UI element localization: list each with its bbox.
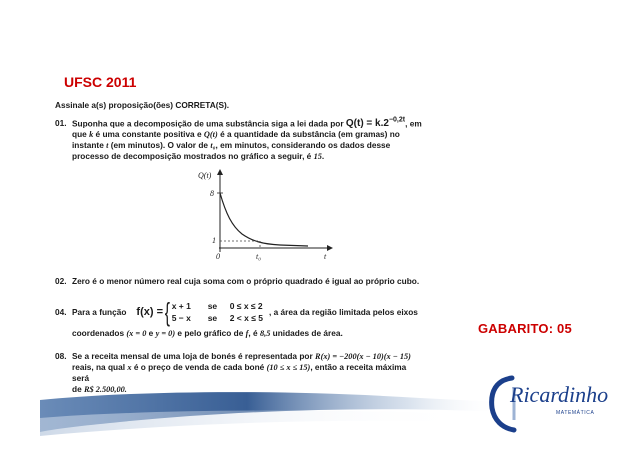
logo-name: Ricardinho	[510, 382, 609, 407]
q02-number: 02.	[55, 276, 67, 286]
q04-brace: {	[164, 297, 170, 327]
decay-curve	[220, 193, 308, 246]
q04-number: 04.	[55, 306, 67, 317]
q08-line-4: de R$ 2.500,00.	[72, 384, 127, 394]
y-tick-1: 1	[212, 236, 216, 245]
q01-line-2: que k é uma constante positiva e Q(t) é a quantidade da substância (em gramas) no	[72, 129, 400, 140]
q08-formula: R(x) = −200(x − 10)(x − 15)	[315, 352, 411, 361]
q08-line-3: será	[72, 373, 90, 383]
q01-line-4: processo de decomposição mostrados no gráfico a seguir, é 15.	[72, 151, 325, 162]
q01-number: 01.	[55, 118, 67, 129]
y-axis-label: Q(t)	[198, 171, 212, 180]
q04-fx: f(x) =	[136, 305, 164, 318]
q08-line-1: 08. Se a receita mensal de uma loja de bonés é representada por R(x) = −200(x − 10)(x − 15)	[55, 351, 411, 361]
page-title: UFSC 2011	[64, 74, 137, 90]
logo-subtitle: MATEMÁTICA	[556, 410, 595, 416]
q08-number: 08.	[55, 351, 67, 361]
instructions: Assinale a(s) proposição(ões) CORRETA(S).	[55, 100, 230, 110]
question-01	[55, 115, 422, 162]
q01-answer: 15	[313, 152, 322, 162]
logo	[486, 374, 609, 434]
decay-graph	[190, 164, 340, 269]
x-axis-label: t	[324, 252, 327, 261]
q08-value: R$ 2.500,00.	[84, 385, 127, 394]
q01-line-1: 01. Suponha que a decomposição de uma substância siga a lei dada por $Q(t) = k.2^{-0,2t}$, em	[55, 117, 422, 130]
q08-line-2: reais, na qual x é o preço de venda de cada boné (10 ≤ x ≤ 15), então a receita máxima	[72, 362, 407, 372]
q04-case-2: 5 − x se 2 < x ≤ 5	[171, 313, 263, 323]
q04-line-1: 04. Para a função f(x) = { x + 1 se 0 ≤ x ≤ 2 5 − x se 2 < x ≤ 5 , a área da região limitada pelos eixos	[55, 297, 418, 327]
q01-line-3: instante t (em minutos). O valor de t₀, em minutos, considerando os dados desse	[72, 140, 391, 151]
q04-cases	[172, 300, 263, 324]
q01-formula: $Q(t) = k.2^{-0,2t}$	[345, 117, 406, 130]
q04-area-value: 8,5	[259, 329, 271, 338]
y-tick-8: 8	[210, 189, 214, 198]
question-02: 02. Zero é o menor número real cuja soma com o próprio quadrado é igual ao próprio cubo.	[55, 276, 420, 286]
origin-label: 0	[216, 252, 220, 261]
swoosh-light	[40, 411, 470, 436]
question-04	[55, 299, 418, 339]
q04-line-2: coordenados (x = 0 e y = 0) e pelo gráfico de f, é 8,5 unidades de área.	[72, 328, 343, 338]
gabarito-label: GABARITO: 05	[478, 321, 572, 336]
q04-case-1: x + 1 se 0 ≤ x ≤ 2	[171, 301, 263, 311]
x-tick-t0: t₀	[256, 252, 262, 261]
